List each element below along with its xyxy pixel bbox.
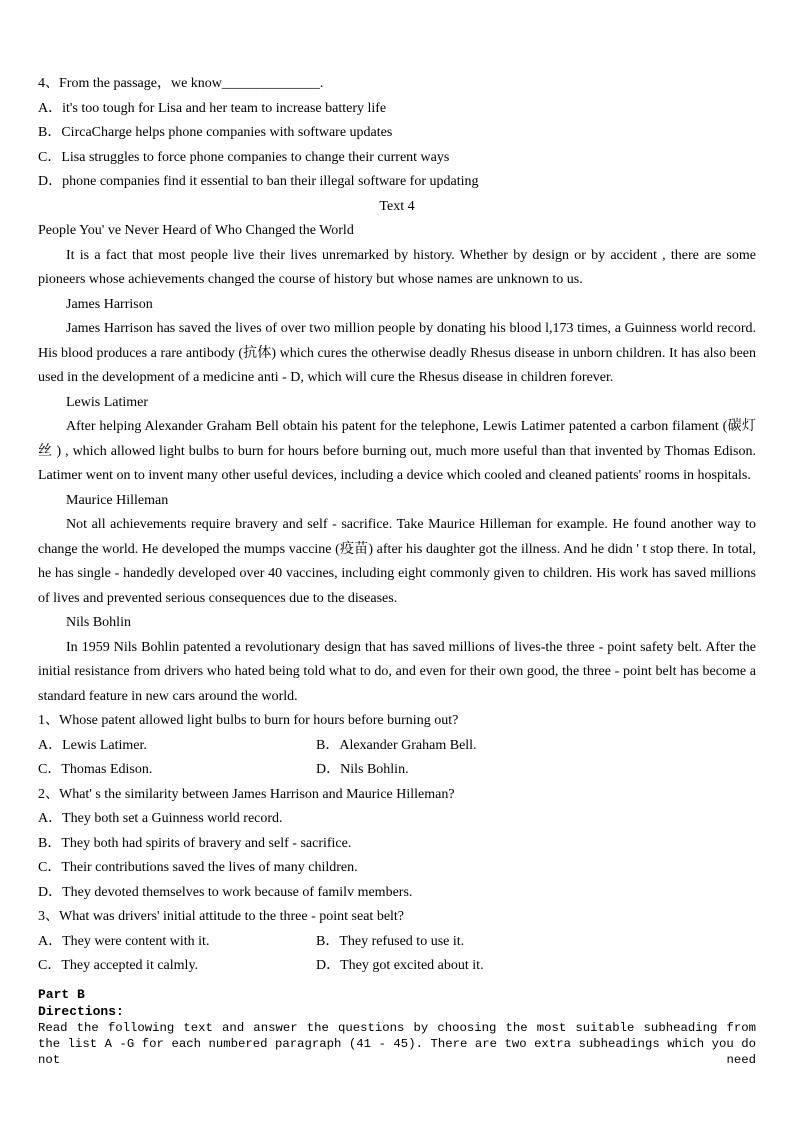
question-4-option-b: B．CircaCharge helps phone companies with software updates bbox=[38, 125, 393, 140]
question-1-options bbox=[38, 734, 756, 783]
question-2-option-d: D．They devoted themselves to work because of familv members. bbox=[38, 884, 413, 900]
section-heading-james-harrison: James Harrison bbox=[66, 296, 153, 312]
part-b-section bbox=[38, 986, 756, 1068]
text4-heading: Text 4 bbox=[379, 198, 415, 214]
question-1-option-c: C．Thomas Edison. bbox=[38, 762, 153, 777]
passage-intro-paragraph: It is a fact that most people live their lives unremarked by history. Whether by design or by accident , there are some pioneers whose achievements changed the course of history but whose names are unknown to us. bbox=[38, 247, 756, 287]
section-heading-nils-bohlin: Nils Bohlin bbox=[66, 615, 131, 630]
part-b-heading: Part B bbox=[38, 986, 85, 1002]
question-2-option-a: A．They both set a Guinness world record. bbox=[38, 811, 283, 826]
question-4-option-d: D．phone companies find it essential to ban their illegal software for updating bbox=[38, 174, 479, 189]
section-heading-maurice-hilleman: Maurice Hilleman bbox=[66, 492, 169, 508]
question-4-stem: 4、From the passage，we know______________. bbox=[38, 76, 324, 91]
question-4-option-c: C．Lisa struggles to force phone companies to change their current ways bbox=[38, 149, 450, 165]
question-1-block bbox=[38, 709, 756, 783]
question-2-block bbox=[38, 783, 756, 906]
section-heading-lewis-latimer: Lewis Latimer bbox=[66, 394, 149, 410]
question-3-stem: 3、What was drivers' initial attitude to the three - point seat belt? bbox=[38, 909, 405, 924]
question-3-options bbox=[38, 930, 756, 979]
section-paragraph-james-harrison: James Harrison has saved the lives of over two million people by donating his blood l,173 times, a Guinness world record. His blood produces a rare antibody (抗体) which cures the otherwise deadly Rhesus disease in unborn children. It has also been used in the development of a medicine anti - D, which will cure the Rhesus disease in children forever. bbox=[38, 321, 756, 385]
question-1-option-b: B．Alexander Graham Bell. bbox=[316, 737, 477, 753]
directions-text: Read the following text and answer the questions by choosing the most suitable subheading from the list A -G for each numbered paragraph (41 - 45). There are two extra subheadings which you do not need bbox=[38, 1020, 756, 1067]
question-3-option-d: D．They got excited about it. bbox=[316, 958, 484, 973]
question-2-option-b: B．They both had spirits of bravery and self - sacrifice. bbox=[38, 835, 352, 851]
section-paragraph-nils-bohlin: In 1959 Nils Bohlin patented a revolutionary design that has saved millions of lives-the three - point safety belt. After the initial resistance from drivers who hated being told what to do, and even for their own good, the three - point belt has become a standard feature in new cars around the world. bbox=[38, 639, 756, 704]
question-3-block bbox=[38, 905, 756, 979]
question-2-stem: 2、What' s the similarity between James Harrison and Maurice Hilleman? bbox=[38, 786, 455, 802]
passage-title: People You' ve Never Heard of Who Changed the World bbox=[38, 223, 354, 238]
question-1-option-d: D．Nils Bohlin. bbox=[316, 762, 409, 777]
passage-text4 bbox=[38, 195, 756, 710]
section-paragraph-lewis-latimer: After helping Alexander Graham Bell obtain his patent for the telephone, Lewis Latimer patented a carbon filament (碳灯丝 ) , which allowed light bulbs to burn for hours before burning out, much more useful than that invented by Thomas Edison. Latimer went on to invent many other useful devices, including a device which cooled and cleaned patients' rooms in hospitals. bbox=[38, 419, 756, 483]
question-3-option-b: B．They refused to use it. bbox=[316, 933, 465, 949]
question-4-block bbox=[38, 72, 756, 195]
question-3-option-a: A．They were content with it. bbox=[38, 933, 210, 949]
question-1-stem: 1、Whose patent allowed light bulbs to burn for hours before burning out? bbox=[38, 713, 459, 728]
question-1-option-a: A．Lewis Latimer. bbox=[38, 737, 147, 753]
question-4-option-a: A．it's too tough for Lisa and her team to increase battery life bbox=[38, 100, 387, 116]
section-paragraph-maurice-hilleman: Not all achievements require bravery and self - sacrifice. Take Maurice Hilleman for example. He found another way to change the world. He developed the mumps vaccine (疫苗) after his daughter got the illness. And he didn ' t stop there. In total, he has single - handedly developed over 40 vaccines, including eight commonly given to children. His work has saved millions of lives and prevented serious consequences due to the diseases. bbox=[38, 517, 756, 606]
directions-label: Directions: bbox=[38, 1003, 124, 1019]
question-2-option-c: C．Their contributions saved the lives of many children. bbox=[38, 860, 358, 875]
question-3-option-c: C．They accepted it calmly. bbox=[38, 958, 199, 973]
